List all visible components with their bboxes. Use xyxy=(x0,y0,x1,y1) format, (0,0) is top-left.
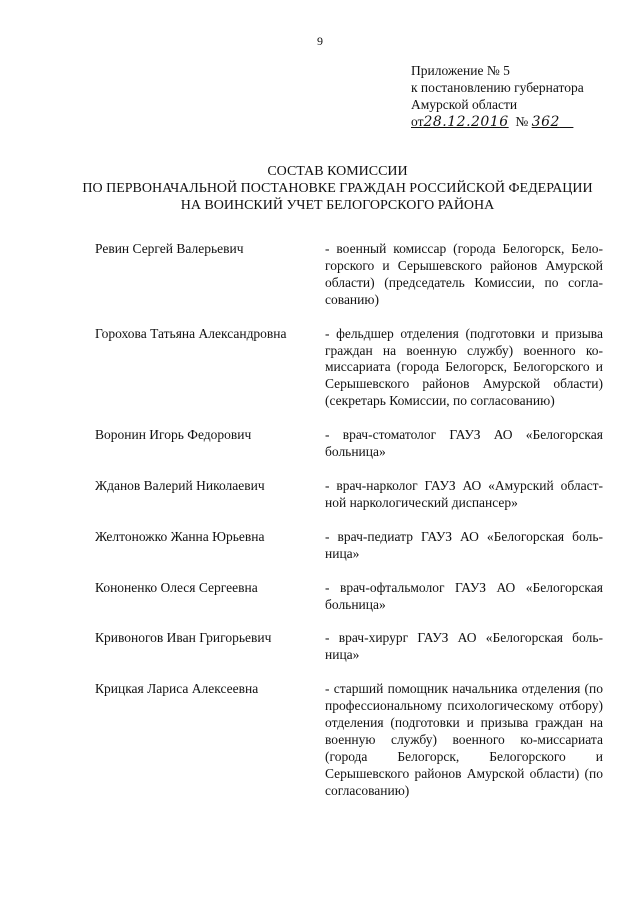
appendix-line-2: к постановлению губернатора xyxy=(411,80,584,95)
member-name: Воронин Игорь Федорович xyxy=(95,427,252,443)
number-value: 362 xyxy=(531,114,560,130)
member-role: - врач-педиатр ГАУЗ АО «Белогорская боль-ница» xyxy=(325,528,603,561)
member-role: - военный комиссар (города Белогорск, Бело-горского и Серышевского районов Амурской области) (председатель Комиссии, по согла-сованию) xyxy=(325,241,603,307)
appendix-line-1: Приложение № 5 xyxy=(411,63,510,78)
member-row xyxy=(95,529,615,563)
document-title xyxy=(60,163,615,214)
member-name: Кононенко Олеся Сергеевна xyxy=(95,579,258,595)
title-line-2: ПО ПЕРВОНАЧАЛЬНОЙ ПОСТАНОВКЕ ГРАЖДАН РОССИЙСКОЙ ФЕДЕРАЦИИ xyxy=(82,181,593,196)
page-number: 9 xyxy=(317,34,323,48)
members-list xyxy=(95,241,615,800)
member-row xyxy=(95,326,615,411)
member-row xyxy=(95,427,615,461)
member-name: Кривоногов Иван Григорьевич xyxy=(95,630,272,646)
appendix-block xyxy=(411,62,584,131)
member-name: Горохова Татьяна Александровна xyxy=(95,325,287,341)
member-name: Желтоножко Жанна Юрьевна xyxy=(95,528,265,544)
member-row xyxy=(95,681,615,799)
title-line-3: НА ВОИНСКИЙ УЧЕТ БЕЛОГОРСКОГО РАЙОНА xyxy=(180,198,495,213)
member-name: Жданов Валерий Николаевич xyxy=(95,477,265,493)
member-role: - врач-нарколог ГАУЗ АО «Амурский област-ной наркологический диспансер» xyxy=(325,477,603,510)
member-role: - врач-офтальмолог ГАУЗ АО «Белогорская больница» xyxy=(325,579,603,612)
member-role: - старший помощник начальника отделения (по профессиональному психологическому отбору) отделения (подготовки и призыва граждан на военную службу) военного ко-миссариата (города Белогорск, Белогорского и Серышевского районов Амурской области) (по согласованию) xyxy=(325,681,603,798)
date-prefix: от xyxy=(411,114,424,129)
date-value: 28.12.2016 xyxy=(423,114,509,130)
member-row xyxy=(95,630,615,664)
member-row xyxy=(95,580,615,614)
member-name: Ревин Сергей Валерьевич xyxy=(95,241,244,256)
number-prefix: № xyxy=(515,114,529,129)
member-role: - врач-стоматолог ГАУЗ АО «Белогорская больница» xyxy=(325,427,603,460)
title-line-1: СОСТАВ КОМИССИИ xyxy=(267,164,408,179)
appendix-line-3: Амурской области xyxy=(411,97,518,112)
member-row xyxy=(95,478,615,512)
member-role: - фельдшер отделения (подготовки и призыва граждан на военную службу) военного ко-миссариата (города Белогорск, Белогорского и Серышевского районов Амурской области) (секретарь Комиссии, по согласованию) xyxy=(325,325,603,409)
member-row xyxy=(95,241,615,309)
member-name: Крицкая Лариса Алексеевна xyxy=(95,681,259,697)
appendix-date-line xyxy=(411,113,584,131)
member-role: - врач-хирург ГАУЗ АО «Белогорская боль-ница» xyxy=(325,630,603,663)
